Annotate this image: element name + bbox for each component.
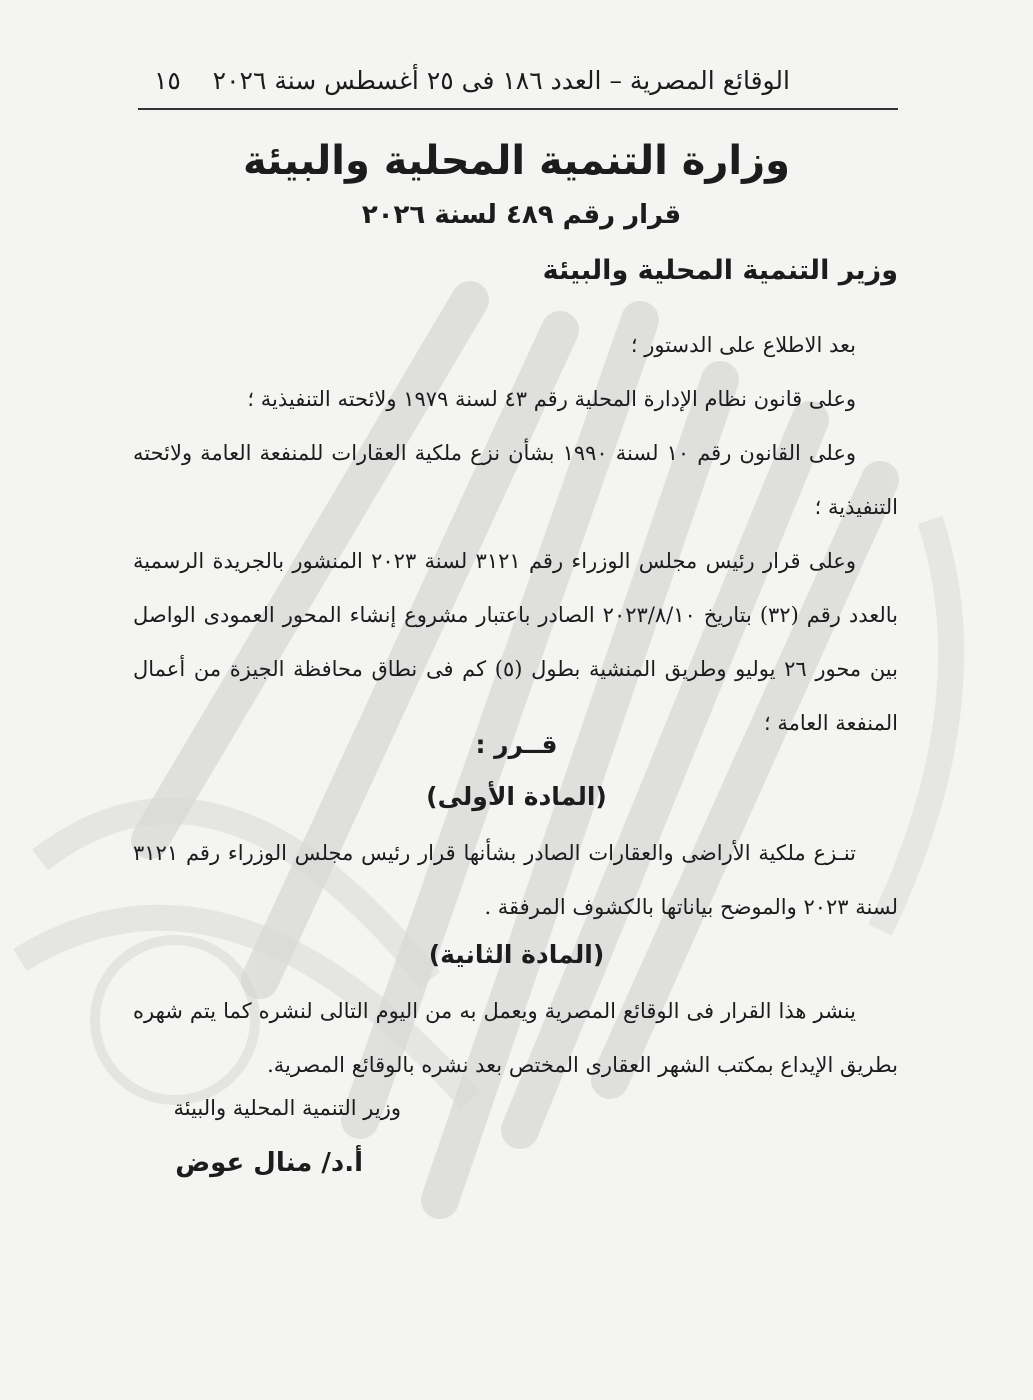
gazette-header <box>138 58 898 110</box>
gazette-issue-line: الوقائع المصرية – العدد ١٨٦ فى ٢٥ أغسطس سنة ٢٠٢٦ <box>212 66 790 95</box>
article-1-text: تنـزع ملكية الأراضى والعقارات الصادر بشأنها قرار رئيس مجلس الوزراء رقم ٣١٢١ لسنة ٢٠٢٣ والموضح بياناتها بالكشوف المرفقة . <box>133 841 898 919</box>
decree-title: قرار رقم ٤٨٩ لسنة ٢٠٢٦ <box>361 200 682 230</box>
article-2-body <box>133 984 898 1092</box>
article-1-body <box>133 826 898 934</box>
preamble-local-admin-law: وعلى قانون نظام الإدارة المحلية رقم ٤٣ لسنة ١٩٧٩ ولائحته التنفيذية ؛ <box>247 387 856 411</box>
article-2-text: ينشر هذا القرار فى الوقائع المصرية ويعمل به من اليوم التالى لنشره كما يتم شهره بطريق الإيداع بمكتب الشهر العقارى المختص بعد نشره بالوقائع المصرية. <box>133 999 898 1077</box>
decided-heading: قــرر : <box>475 730 558 759</box>
minister-heading: وزير التنمية المحلية والبيئة <box>542 255 898 286</box>
page-number: ١٥ <box>154 66 181 95</box>
article-1-heading: (المادة الأولى) <box>426 782 607 811</box>
preamble <box>133 318 898 750</box>
signature-title: وزير التنمية المحلية والبيئة <box>173 1096 401 1120</box>
article-2-heading: (المادة الثانية) <box>428 940 605 969</box>
preamble-pm-decree: وعلى قرار رئيس مجلس الوزراء رقم ٣١٢١ لسنة ٢٠٢٣ المنشور بالجريدة الرسمية بالعدد رقم (٣٢) بتاريخ ٢٠٢٣/٨/١٠ الصادر باعتبار مشروع إنشاء المحور العمودى الواصل بين محور ٢٦ يوليو وطريق المنشية بطول (٥) كم فى نطاق محافظة الجيزة من أعمال المنفعة العامة ؛ <box>133 549 898 735</box>
preamble-expropriation-law: وعلى القانون رقم ١٠ لسنة ١٩٩٠ بشأن نزع ملكية العقارات للمنفعة العامة ولائحته التنفيذية ؛ <box>133 441 898 519</box>
signature-name: أ.د/ منال عوض <box>175 1148 363 1178</box>
preamble-constitution: بعد الاطلاع على الدستور ؛ <box>630 333 856 357</box>
ministry-title: وزارة التنمية المحلية والبيئة <box>243 138 790 184</box>
